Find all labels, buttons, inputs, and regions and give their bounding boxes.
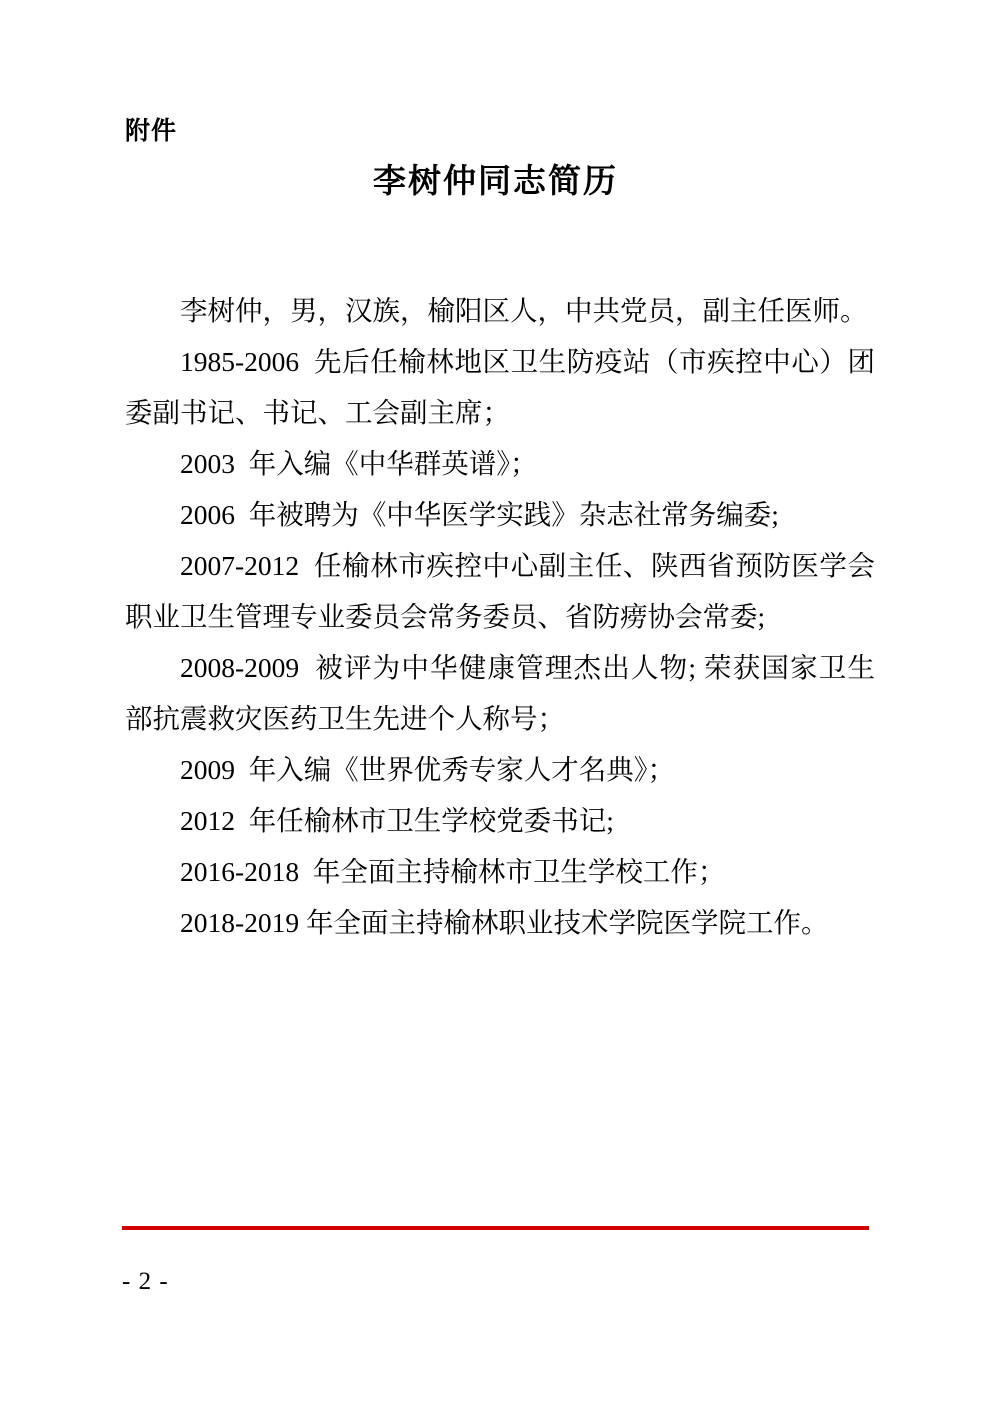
paragraph-2007-2012: 2007-2012 任榆林市疾控中心副主任、陕西省预防医学会职业卫生管理专业委员会常务委员、省防痨协会常委; — [125, 550, 875, 632]
paragraph-2003: 2003 年入编《中华群英谱》； — [180, 448, 538, 479]
paragraph-2012: 2012 年任榆林市卫生学校党委书记; — [180, 805, 614, 836]
document-body — [125, 285, 875, 948]
attachment-label: 附件 — [125, 116, 178, 145]
paragraph-2018-2019: 2018-2019 年全面主持榆林职业技术学院医学院工作。 — [180, 907, 829, 938]
paragraph-2008-2009: 2008-2009 被评为中华健康管理杰出人物; 荣获国家卫生部抗震救灾医药卫生先进个人称号； — [125, 652, 875, 734]
paragraph-1985-2006: 1985-2006 先后任榆林地区卫生防疫站（市疾控中心）团委副书记、书记、工会副主席； — [125, 346, 875, 428]
footer-divider — [122, 1226, 869, 1230]
paragraph-profile: 李树仲，男，汉族，榆阳区人，中共党员，副主任医师。 — [180, 295, 868, 326]
paragraph-2016-2018: 2016-2018 年全面主持榆林市卫生学校工作； — [180, 856, 726, 887]
page-title: 李树仲同志简历 — [373, 161, 618, 200]
paragraph-2006: 2006 年被聘为《中华医学实践》杂志社常务编委; — [180, 499, 779, 530]
page-number: - 2 - — [122, 1268, 169, 1295]
paragraph-2009: 2009 年入编《世界优秀专家人才名典》； — [180, 754, 675, 785]
